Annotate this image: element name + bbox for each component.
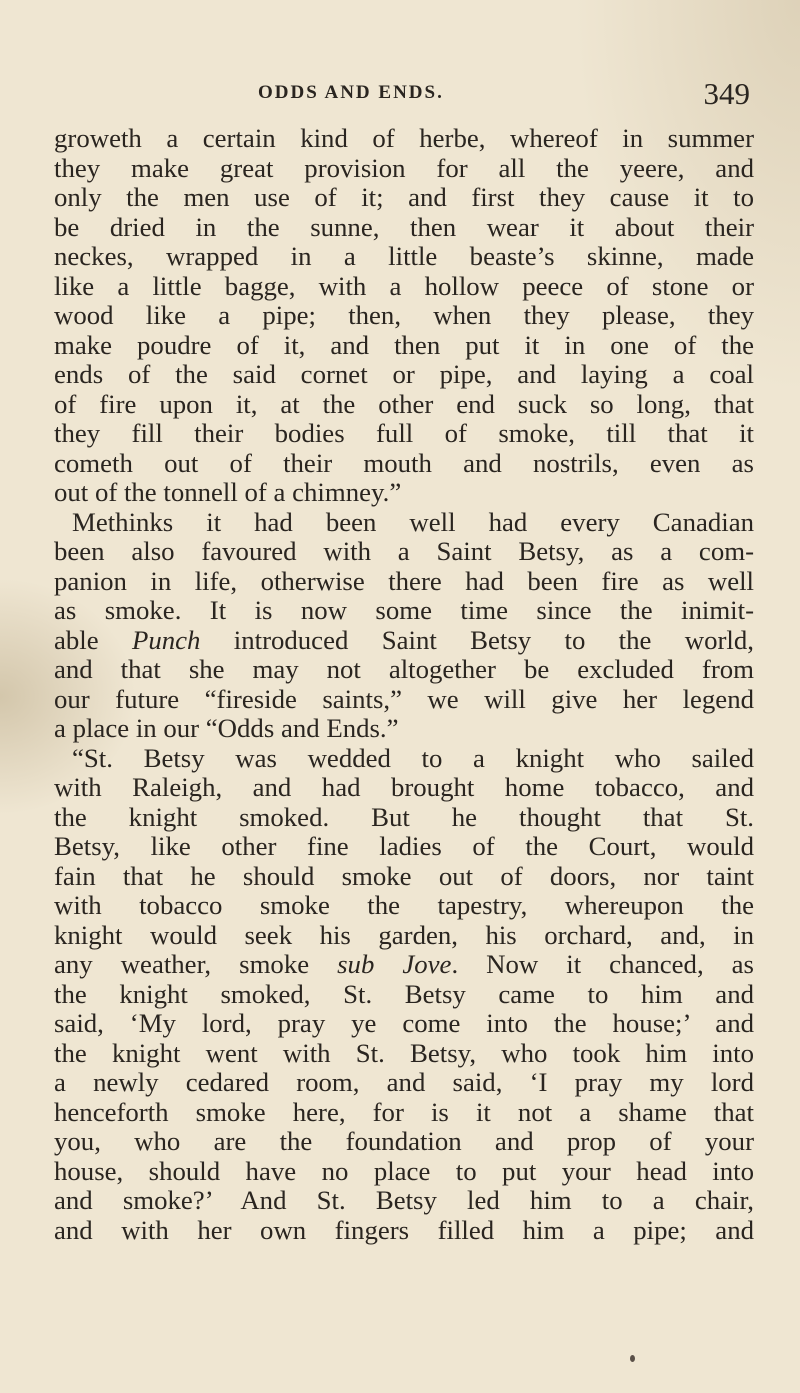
text-line: and with her own fingers filled him a pipe; and (54, 1214, 754, 1245)
text-line: “St. Betsy was wedded to a knight who sailed (72, 742, 754, 773)
text-line: a place in our “Odds and Ends.” (54, 713, 399, 743)
text-line: ends of the said cornet or pipe, and laying a coal (54, 359, 754, 389)
text-line: henceforth smoke here, for is it not a shame that (54, 1096, 754, 1127)
text-line: make poudre of it, and then put it in one of the (54, 329, 754, 360)
text-line: neckes, wrapped in a little beaste’s skinne, made (54, 241, 754, 271)
text-line: Methinks it had been well had every Canadian (72, 506, 754, 537)
text-line: and smoke?’ And St. Betsy led him to a chair, (54, 1185, 754, 1215)
ink-mark (630, 1355, 635, 1362)
text-line: any weather, smoke sub Jove. Now it chanced, as (54, 949, 754, 979)
text-line: a newly cedared room, and said, ‘I pray my lord (54, 1067, 754, 1097)
text-line: knight would seek his garden, his orchard, and, in (54, 919, 754, 950)
text-line: as smoke. It is now some time since the inimit- (54, 595, 754, 625)
page-number: 349 (703, 76, 750, 111)
page-header (52, 76, 750, 112)
text-line: cometh out of their mouth and nostrils, even as (54, 447, 754, 478)
text-line: fain that he should smoke out of doors, nor taint (54, 860, 754, 891)
text-line: be dried in the sunne, then wear it about their (54, 211, 754, 242)
text-line: been also favoured with a Saint Betsy, as a com- (54, 536, 754, 566)
text-line: and that she may not altogether be excluded from (54, 654, 754, 684)
text-line: wood like a pipe; then, when they please, they (54, 300, 754, 330)
text-line: panion in life, otherwise there had been fire as well (54, 565, 754, 596)
text-line: they fill their bodies full of smoke, till that it (54, 418, 754, 448)
text-line: our future “fireside saints,” we will give her legend (54, 683, 754, 714)
text-line: the knight went with St. Betsy, who took him into (54, 1037, 754, 1068)
text-line: with Raleigh, and had brought home tobacco, and (54, 772, 754, 802)
text-line: the knight smoked, St. Betsy came to him and (54, 978, 754, 1009)
text-line: the knight smoked. But he thought that St. (54, 801, 754, 832)
text-line: out of the tonnell of a chimney.” (54, 477, 402, 507)
text-line: they make great provision for all the yeere, and (54, 152, 754, 183)
text-line: like a little bagge, with a hollow peece of stone or (54, 270, 754, 301)
text-line: Betsy, like other fine ladies of the Court, would (54, 831, 754, 861)
text-line: of fire upon it, at the other end suck so long, that (54, 388, 754, 419)
running-head: ODDS AND ENDS. (258, 82, 444, 103)
text-line: groweth a certain kind of herbe, whereof in summer (54, 123, 754, 153)
text-line: house, should have no place to put your head into (54, 1155, 754, 1186)
text-line: with tobacco smoke the tapestry, whereupon the (54, 890, 754, 920)
text-line: you, who are the foundation and prop of your (54, 1126, 754, 1156)
text-line: able Punch introduced Saint Betsy to the world, (54, 624, 754, 655)
body-text (54, 124, 754, 1245)
text-line: only the men use of it; and first they cause it to (54, 182, 754, 212)
text-line: said, ‘My lord, pray ye come into the house;’ and (54, 1008, 754, 1038)
